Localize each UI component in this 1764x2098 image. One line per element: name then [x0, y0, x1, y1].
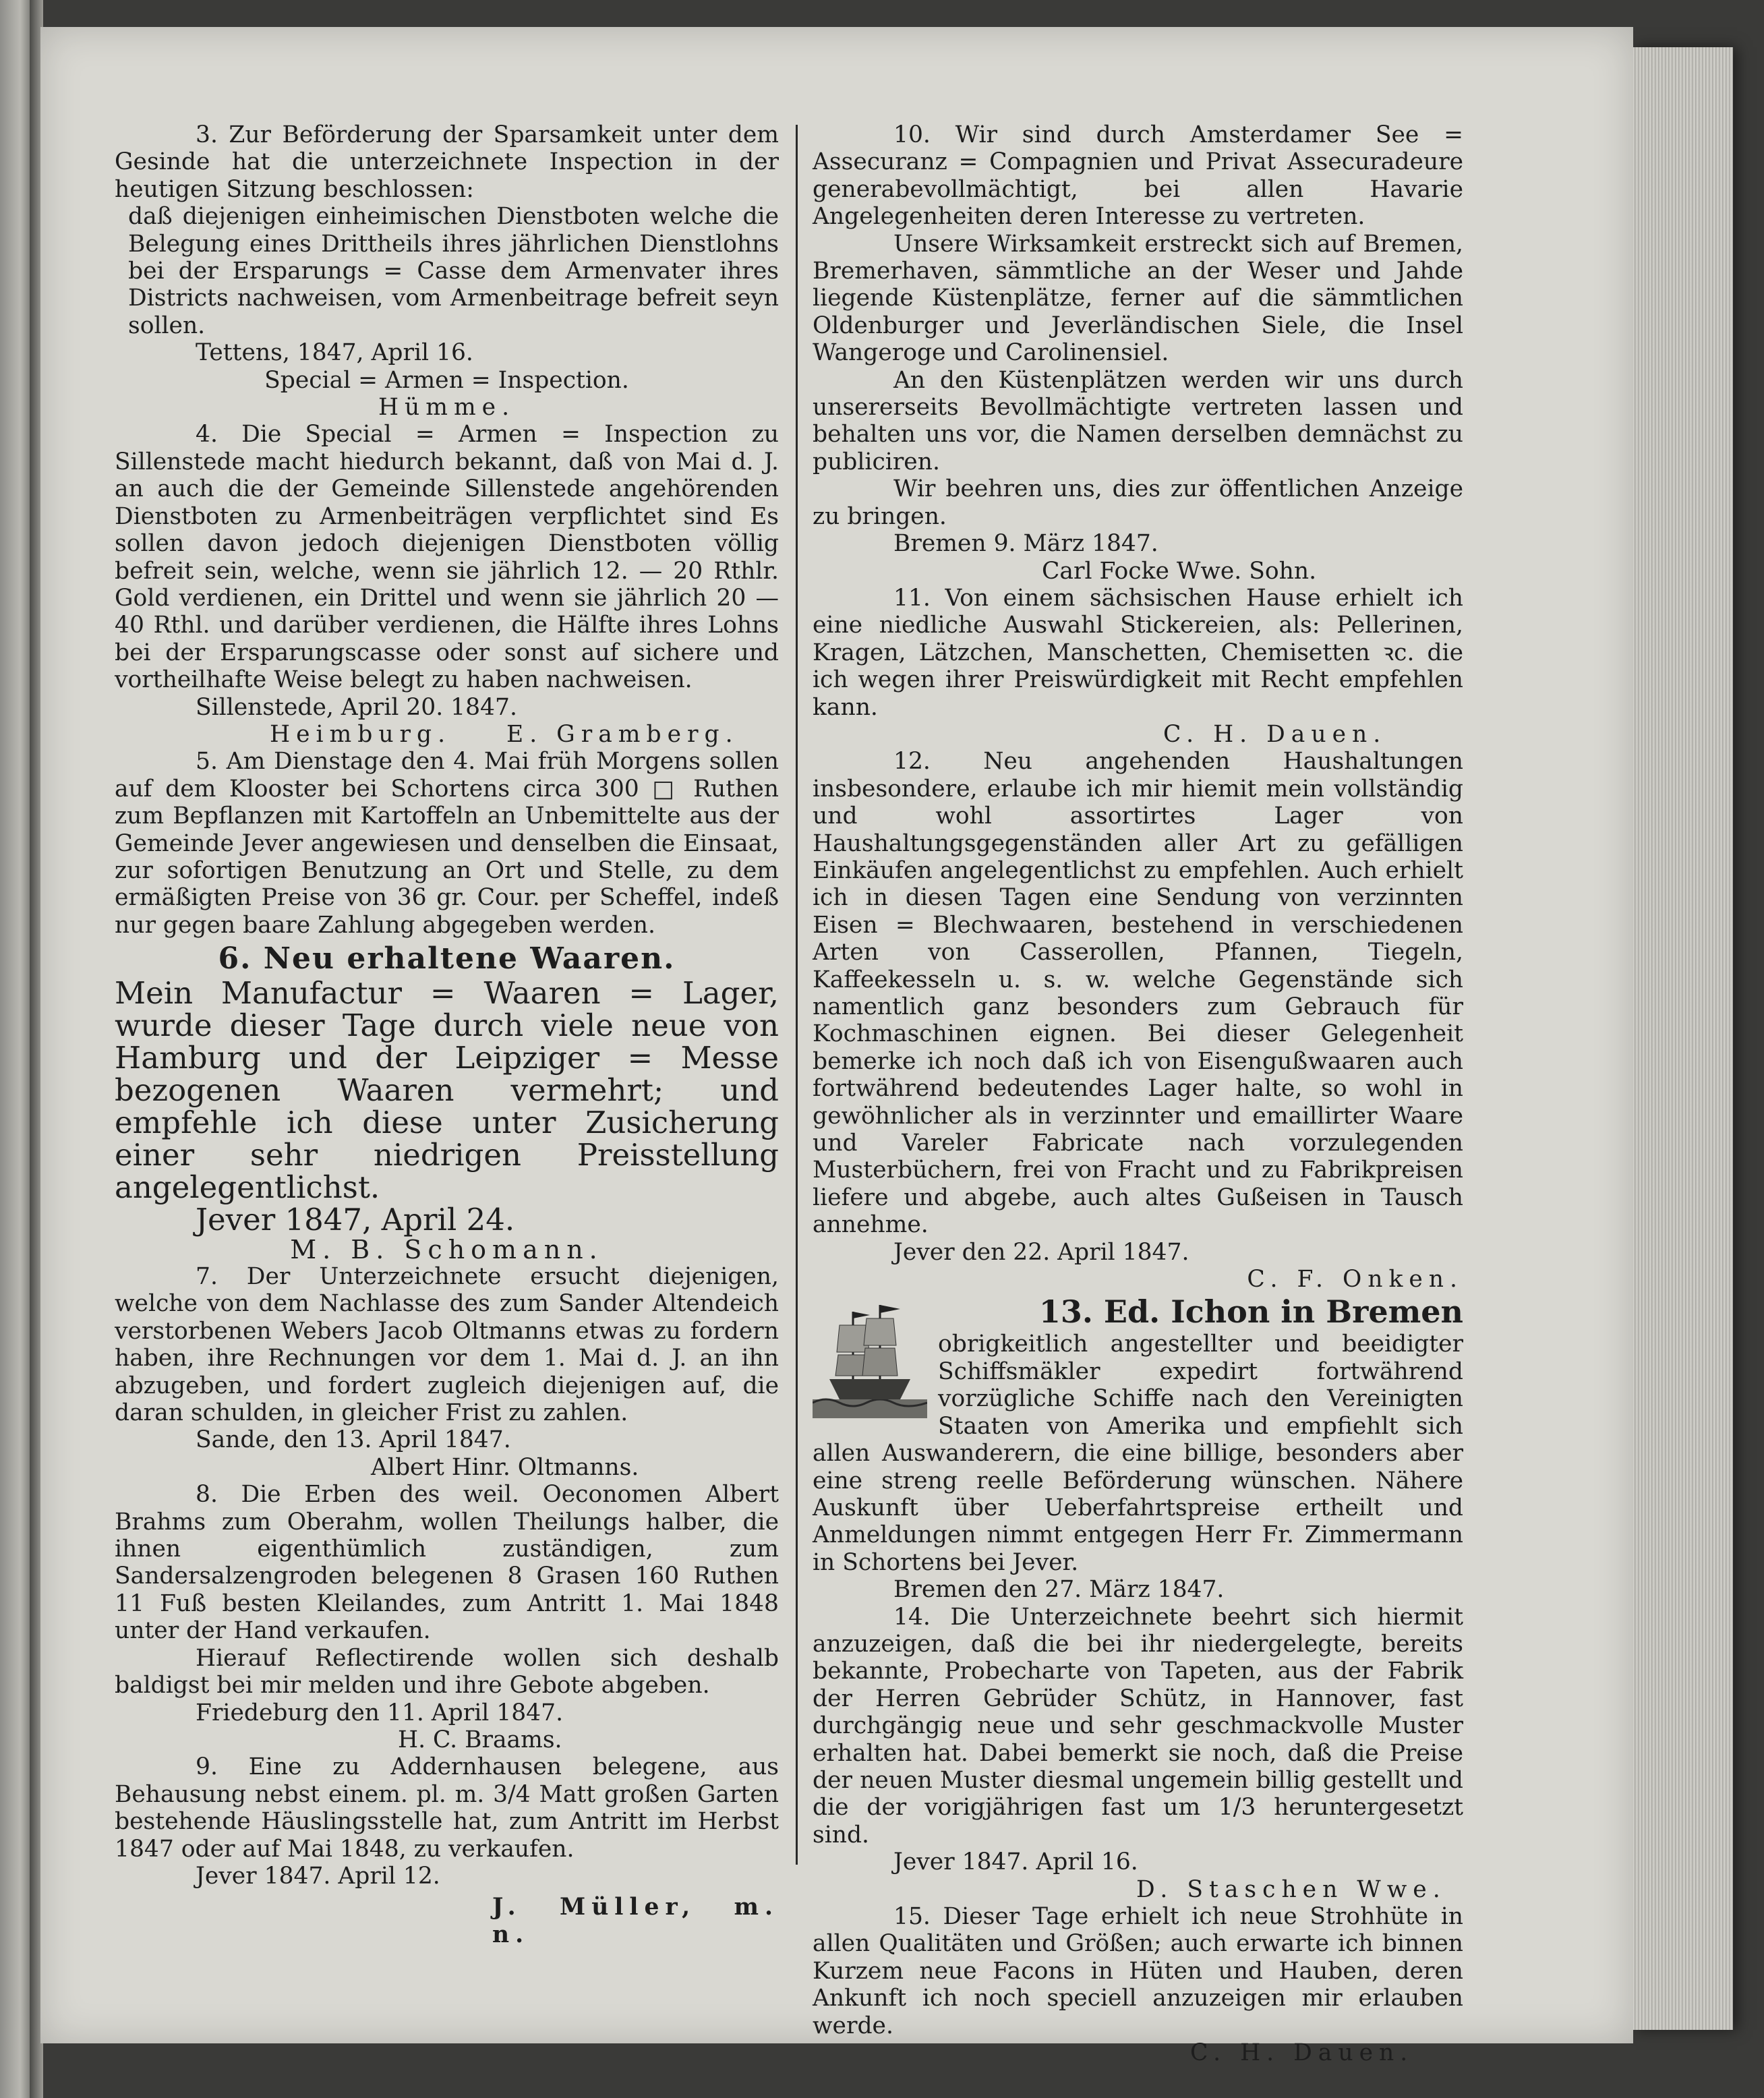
notice-6	[115, 941, 779, 1264]
notice-13	[813, 1293, 1463, 1603]
notice-3-text: 3. Zur Beförderung der Sparsamkeit unter dem Gesinde hat die unterzeichnete Inspection in der heutigen Sitzung beschlossen:	[115, 121, 779, 203]
notice-12-signature: C. F. Onken.	[1247, 1266, 1463, 1293]
notice-8-text-2: Hierauf Reflectirende wollen sich deshalb baldigst bei mir melden und ihre Gebote abgeben.	[115, 1644, 779, 1699]
notice-6-heading: 6. Neu erhaltene Waaren.	[218, 941, 676, 977]
left-column	[115, 121, 779, 1948]
notice-4-text: 4. Die Special = Armen = Inspection zu Sillenstede macht hiedurch bekannt, daß von Mai d. J. an auch die der Gemeinde Sillenstede angehörenden Dienstboten zu Armenbeiträgen verpflichtet sind Es sollen davon jedoch diejenigen Dienstboten völlig befreit sein, welche, wenn sie jährlich 12. — 20 Rthlr. Gold verdienen, ein Drittel und wenn sie jährlich 20 — 40 Rthl. und darüber verdienen, die Hälfte ihres Lohns bei der Ersparungscasse oder sonst auf sichere und vortheilhafte Weise belegt zu haben nachweisen.	[115, 421, 779, 694]
notice-12	[813, 748, 1463, 1293]
notice-13-text: obrigkeitlich angestellter und beeidigter Schiffsmäkler expedirt fortwährend vorzügliche Schiffe nach den Vereinigten Staaten von Amerika und empfiehlt sich allen Auswanderern, die eine billige, besonders aber eine streng reelle Beförderung wünschen. Nähere Auskunft über Ueberfahrtspreise ertheilt und Anmeldungen nimmt entgegen Herr Fr. Zimmermann in Schortens bei Jever.	[813, 1331, 1463, 1576]
notice-6-place-date: Jever 1847, April 24.	[196, 1201, 515, 1237]
notice-3-resolution: daß diejenigen einheimischen Dienstboten welche die Belegung eines Drittheils ihres jährlichen Dienstlohns bei der Ersparungs = Casse dem Armenvater ihres Districts nachweisen, vom Armenbeitrage befreit seyn sollen.	[128, 203, 779, 339]
notice-5-text: 5. Am Dienstage den 4. Mai früh Morgens sollen auf dem Klooster bei Schortens circa 300 □ Ruthen zum Bepflanzen mit Kartoffeln an Unbemittelte aus der Gemeinde Jever angewiesen und denselben die Einsaat, zur sofortigen Benutzung an Ort und Stelle, zu dem ermäßigten Preise von 36 gr. Cour. per Scheffel, indeß nur gegen baare Zahlung abgegeben werden.	[115, 748, 779, 939]
notice-7-place-date: Sande, den 13. April 1847.	[196, 1426, 511, 1454]
notice-10-text: 10. Wir sind durch Amsterdamer See = Assecuranz = Compagnien und Privat Assecuradeure generabevollmächtigt, bei allen Havarie Angelegenheiten deren Interesse zu vertreten.	[813, 121, 1463, 231]
notice-3	[115, 121, 779, 421]
notice-9-signature: J. Müller, m. n.	[492, 1894, 779, 1948]
previous-page-edge	[0, 0, 34, 2098]
notice-9-place-date: Jever 1847. April 12.	[196, 1862, 440, 1890]
notice-11-text: 11. Von einem sächsischen Hause erhielt ich eine niedliche Auswahl Stickereien, als: Pellerinen, Kragen, Lätzchen, Manschetten, Chemisetten ꝛc. die ich wegen ihrer Preiswürdigkeit mit Recht empfehlen kann.	[813, 584, 1463, 721]
notice-15-text: 15. Dieser Tage erhielt ich neue Strohhüte in allen Qualitäten und Größen; auch erwarte ich binnen Kurzem neue Facons in Hüten und Hauben, deren Ankunft ich noch speciell anzuzeigen mir erlauben werde.	[813, 1903, 1463, 2039]
notice-10-text-3: An den Küstenplätzen werden wir uns durch unsererseits Bevollmächtigte vertreten lassen und behalten uns vor, die Namen derselben demnächst zu publiciren.	[813, 366, 1463, 475]
notice-15-signature: C. H. Dauen.	[1190, 2039, 1414, 2067]
notice-8-text: 8. Die Erben des weil. Oeconomen Albert Brahms zum Oberahm, wollen Theilungs halber, die ihnen eigenthümlich zuständigen, zum Sandersalzengroden belegenen 8 Grasen 160 Ruthen 11 Fuß besten Kleilandes, zum Antritt 1. Mai 1848 unter der Hand verkaufen.	[115, 1481, 779, 1645]
notice-10-text-2: Unsere Wirksamkeit erstreckt sich auf Bremen, Bremerhaven, sämmtliche an der Weser und Jahde liegende Küstenplätze, ferner auf die sämmtlichen Oldenburger und Jeverländischen Siele, die Insel Wangeroge und Carolinensiel.	[813, 230, 1463, 367]
notice-10-text-4: Wir beehren uns, dies zur öffentlichen Anzeige zu bringen.	[813, 475, 1463, 530]
notice-14-signature: D. Staschen Wwe.	[1136, 1875, 1446, 1903]
notice-3-signature: Hümme.	[378, 394, 516, 421]
notice-8	[115, 1481, 779, 1753]
notice-13-title: 13. Ed. Ichon in Bremen	[1038, 1293, 1463, 1331]
notice-3-place-date: Tettens, 1847, April 16.	[196, 339, 473, 367]
notice-12-text: 12. Neu angehenden Haushaltungen insbesondere, erlaube ich mir hiemit mein vollständig und wohl assortirtes Lager von Haushaltungsgegenständen aller Art zu gefälligen Einkäufen angelegentlichst zu empfehlen. Auch erhielt ich in diesen Tagen eine Sendung von verzinnten Eisen = Blechwaaren, bestehend in verschiedenen Arten von Casserollen, Pfannen, Tiegeln, Kaffeekesseln u. s. w. welche Gegenstände sich namentlich ganz besonders zum Gebrauch für Kochmaschinen eignen. Bei dieser Gelegenheit bemerke ich noch daß ich von Eisengußwaaren auch fortwährend bedeutendes Lager halte, so wohl in gewöhnlicher als in verzinnter und emaillirter Waare und Vareler Fabricate nach vorzulegenden Musterbüchern, frei von Fracht und zu Fabrikpreisen liefere und abgebe, auch altes Gußeisen in Tausch annehme.	[813, 748, 1463, 1239]
column-divider	[796, 125, 798, 1865]
notice-7-signature: Albert Hinr. Oltmanns.	[371, 1453, 639, 1481]
notice-11	[813, 585, 1463, 748]
notice-6-signature: M. B. Schomann.	[290, 1234, 604, 1264]
notice-14-place-date: Jever 1847. April 16.	[893, 1848, 1138, 1876]
book-page-edges	[1632, 47, 1733, 2030]
notice-6-text: Mein Manufactur = Waaren = Lager, wurde dieser Tage durch viele neue von Hamburg und der Leipziger = Messe bezogenen Waaren vermehrt; und empfehle ich diese unter Zusicherung einer sehr niedrigen Preisstellung angelegentlichst.	[115, 974, 779, 1205]
notice-9	[115, 1753, 779, 1948]
notice-7	[115, 1263, 779, 1481]
notice-10	[813, 121, 1463, 585]
notice-9-text: 9. Eine zu Addernhausen belegene, aus Behausung nebst einem. pl. m. 3/4 Matt großen Garten bestehende Häuslingsstelle hat, zum Antritt im Herbst 1847 oder auf Mai 1848, zu verkaufen.	[115, 1753, 779, 1863]
notice-5	[115, 748, 779, 939]
notice-4-place-date: Sillenstede, April 20. 1847.	[196, 693, 517, 721]
notice-15	[813, 1903, 1463, 2066]
notice-10-place-date: Bremen 9. März 1847.	[893, 530, 1158, 558]
notice-4	[115, 421, 779, 748]
notice-12-place-date: Jever den 22. April 1847.	[893, 1238, 1189, 1266]
sailing-ship-illustration	[813, 1298, 927, 1420]
notice-4-signature-2: E. Gramberg.	[506, 720, 739, 748]
notice-13-place-date: Bremen den 27. März 1847.	[893, 1576, 1225, 1604]
notice-11-signature: C. H. Dauen.	[1163, 720, 1387, 748]
notice-7-text: 7. Der Unterzeichnete ersucht diejenigen, welche von dem Nachlasse des zum Sander Altendeich verstorbenen Webers Jacob Oltmanns etwas zu fordern haben, ihre Rechnungen vor dem 1. Mai d. J. an ihn abzugeben, und fordert zugleich diejenigen auf, die daran schulden, in gleicher Frist zu zahlen.	[115, 1263, 779, 1427]
notice-8-signature: H. C. Braams.	[398, 1726, 562, 1753]
notice-14-text: 14. Die Unterzeichnete beehrt sich hiermit anzuzeigen, daß die bei ihr niedergelegte, bereits bekannte, Probecharte von Tapeten, aus der Fabrik der Herren Gebrüder Schütz, in Hannover, fast durchgängig neue und sehr geschmackvolle Muster erhalten hat. Dabei bemerkt sie noch, daß die Preise der neuen Muster diesmal ungemein billig gestellt und die der vorigjährigen fast um 1/3 heruntergesetzt sind.	[813, 1603, 1463, 1848]
notice-3-organisation: Special = Armen = Inspection.	[264, 366, 629, 394]
notice-14	[813, 1604, 1463, 1903]
notice-4-signatures	[115, 721, 779, 748]
notice-10-signature: Carl Focke Wwe. Sohn.	[1042, 557, 1317, 585]
notice-4-signature-1: Heimburg.	[270, 720, 452, 748]
right-column	[813, 121, 1463, 2066]
notice-8-place-date: Friedeburg den 11. April 1847.	[196, 1699, 564, 1726]
